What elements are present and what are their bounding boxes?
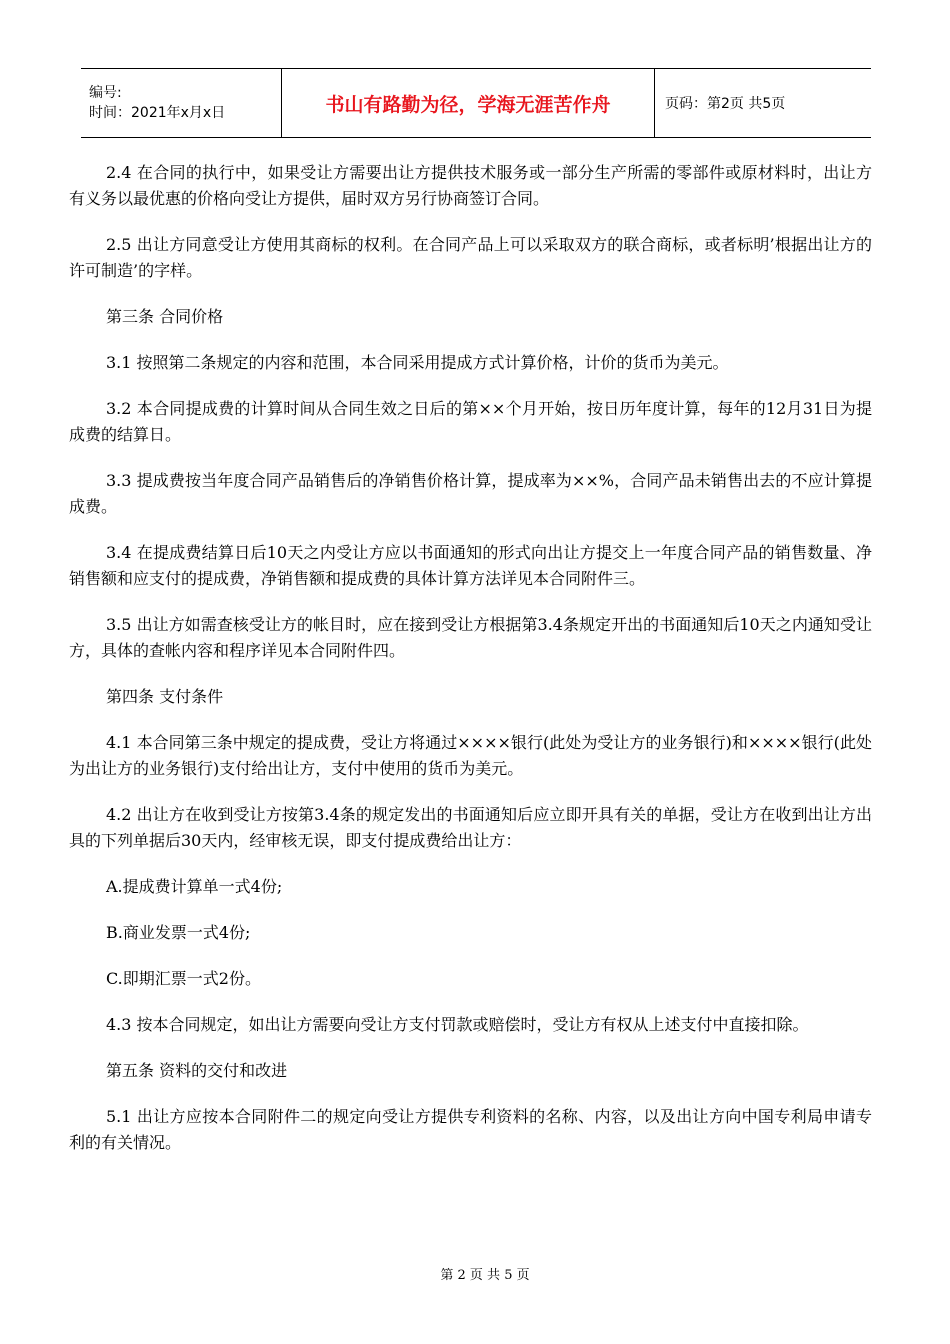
- header-page-cell: [655, 69, 871, 137]
- header-page-info: 页码：第2页 共5页: [665, 96, 786, 112]
- clause-4-3: 4.3 按本合同规定，如出让方需要向受让方支付罚款或赔偿时，受让方有权从上述支付中直接扣除。: [106, 1015, 809, 1034]
- header-motto: 书山有路勤为径，学海无涯苦作舟: [325, 93, 611, 116]
- document-time-label: 时间：2021年x月x日: [89, 105, 226, 121]
- clause-2-5: 2.5 出让方同意受让方使用其商标的权利。在合同产品上可以采取双方的联合商标，或者标明’根据出让方的许可制造’的字样。: [69, 235, 872, 280]
- clause-4-2: 4.2 出让方在收到受让方按第3.4条的规定发出的书面通知后应立即开具有关的单据，受让方在收到出让方出具的下列单据后30天内，经审核无误，即支付提成费给出让方：: [69, 805, 872, 850]
- clause-3-5: 3.5 出让方如需查核受让方的帐目时，应在接到受让方根据第3.4条规定开出的书面通知后10天之内通知受让方，具体的查帐内容和程序详见本合同附件四。: [69, 615, 872, 660]
- clause-5-1: 5.1 出让方应按本合同附件二的规定向受让方提供专利资料的名称、内容，以及出让方向中国专利局申请专利的有关情况。: [69, 1107, 872, 1152]
- article-3-heading: 第三条 合同价格: [106, 307, 224, 326]
- article-4-heading: 第四条 支付条件: [106, 687, 224, 706]
- document-body: [69, 160, 872, 1176]
- list-item-c: C.即期汇票一式2份。: [106, 969, 261, 988]
- header-meta-cell: [81, 69, 282, 137]
- document-number-label: 编号:: [89, 85, 122, 101]
- clause-2-4: 2.4 在合同的执行中，如果受让方需要出让方提供技术服务或一部分生产所需的零部件或原材料时，出让方有义务以最优惠的价格向受让方提供，届时双方另行协商签订合同。: [69, 163, 872, 208]
- page-header: [81, 68, 871, 138]
- article-5-heading: 第五条 资料的交付和改进: [106, 1061, 288, 1080]
- clause-3-4: 3.4 在提成费结算日后10天之内受让方应以书面通知的形式向出让方提交上一年度合同产品的销售数量、净销售额和应支付的提成费，净销售额和提成费的具体计算方法详见本合同附件三。: [69, 543, 872, 588]
- clause-4-1: 4.1 本合同第三条中规定的提成费，受让方将通过××××银行(此处为受让方的业务银行)和××××银行(此处为出让方的业务银行)支付给出让方，支付中使用的货币为美元。: [69, 733, 872, 778]
- page-footer: 第 2 页 共 5 页: [440, 1268, 530, 1283]
- list-item-a: A.提成费计算单一式4份;: [106, 877, 283, 896]
- list-item-b: B.商业发票一式4份;: [106, 923, 251, 942]
- clause-3-3: 3.3 提成费按当年度合同产品销售后的净销售价格计算，提成率为××%，合同产品未销售出去的不应计算提成费。: [69, 471, 872, 516]
- clause-3-2: 3.2 本合同提成费的计算时间从合同生效之日后的第××个月开始，按日历年度计算，每年的12月31日为提成费的结算日。: [69, 399, 872, 444]
- clause-3-1: 3.1 按照第二条规定的内容和范围，本合同采用提成方式计算价格，计价的货币为美元。: [106, 353, 729, 372]
- header-motto-cell: [282, 69, 655, 137]
